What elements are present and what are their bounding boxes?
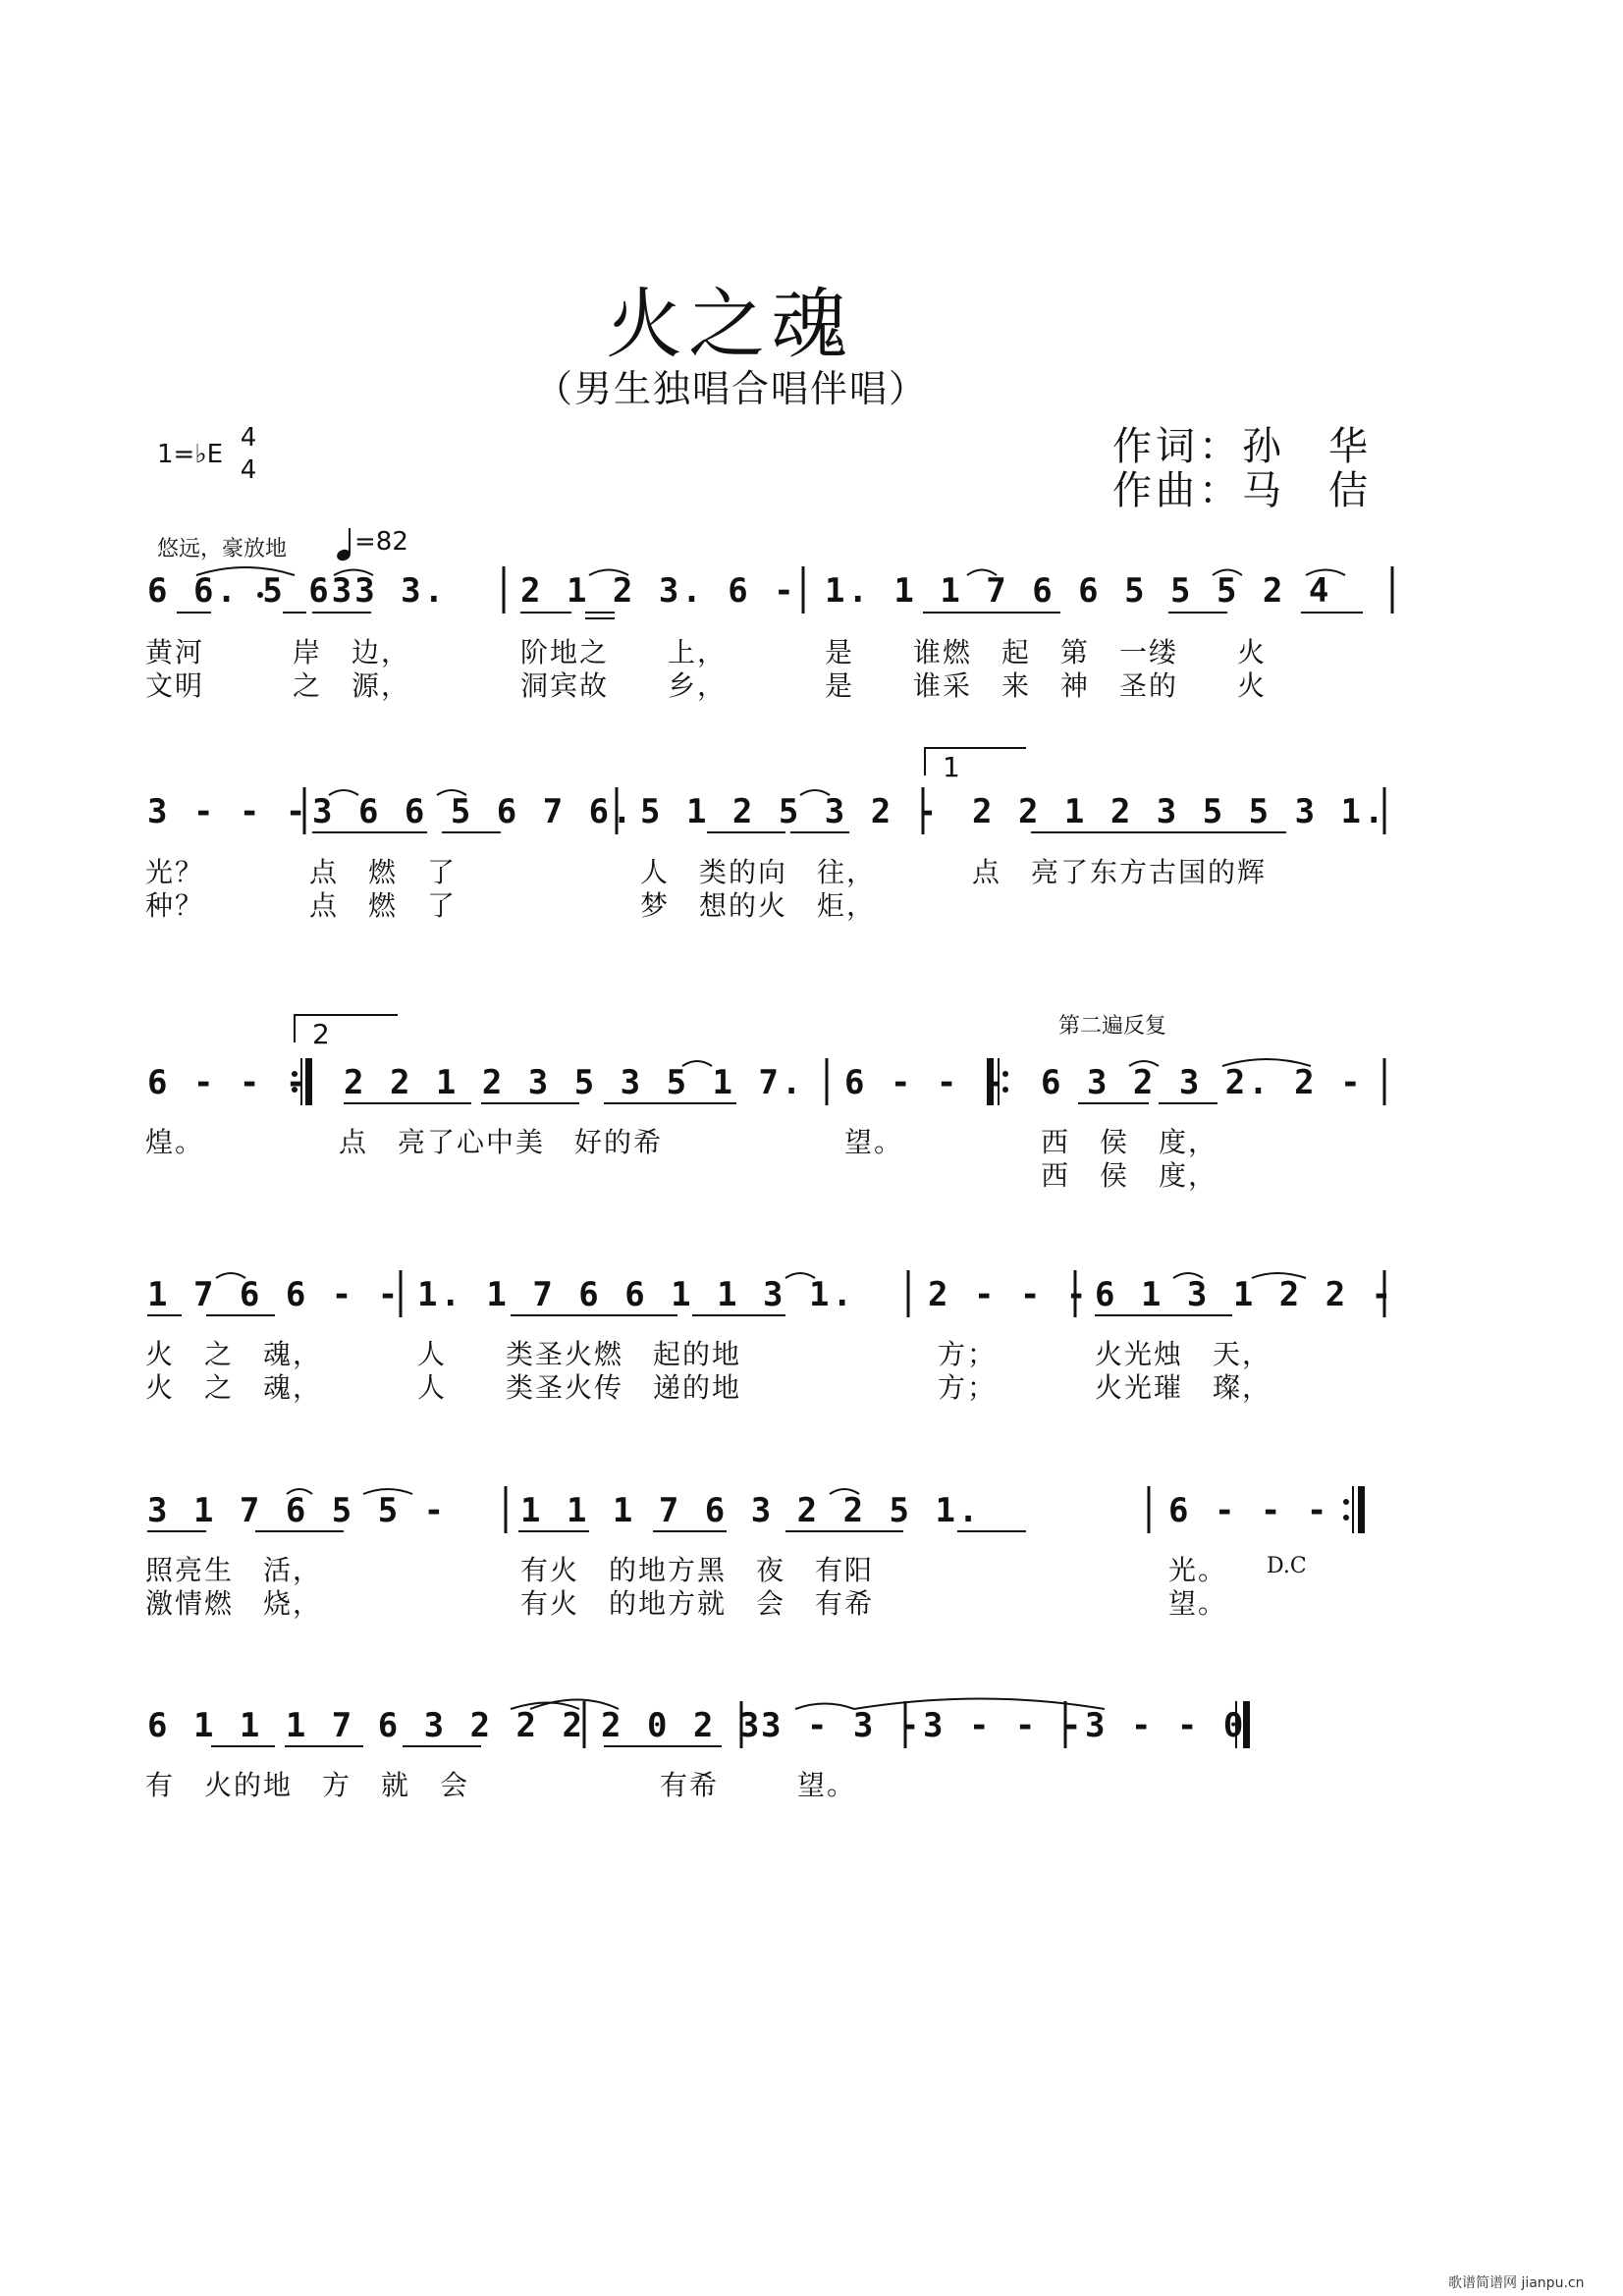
notes-line6-measure2: 2 0 2 3 — [601, 1706, 763, 1745]
lyric-line4-verse1-c: 方； — [938, 1338, 998, 1370]
notes-line6-measure5: 3 - - 0 — [1085, 1706, 1247, 1745]
notes-line1-measure2: 2 1 2 3. 6 - — [520, 571, 797, 611]
notes-line3-measure3: 6 - - - — [844, 1063, 1006, 1102]
song-title: 火之魂 — [606, 281, 854, 369]
lyric-line1-verse1-a: 黄河 岸 边， — [145, 636, 411, 668]
notes-line1-measure1: 6 6. 5 633 3. — [147, 571, 448, 611]
lyric-line5-verse1-b: 有火 的地方黑 夜 有阳 — [520, 1554, 875, 1586]
lyric-line1-verse2-b: 洞宾故 乡， — [520, 669, 728, 702]
lyric-line3-verse2-d: 西 侯 度， — [1041, 1159, 1218, 1192]
notes-line3-measure2: 2 2 1 2 3 5 3 5 1 7. — [344, 1063, 805, 1102]
lyric-line5-verse1-c: 光。 — [1168, 1554, 1228, 1586]
lyric-line1-verse1-c: 是 谁燃 起 第 一缕 火 — [825, 636, 1268, 668]
notes-line2-measure2: 3 6 6 5 6 7 6. — [312, 792, 635, 831]
notes-line6-measure4: 3 - - - — [923, 1706, 1085, 1745]
lyric-line5-verse2-c: 望。 — [1168, 1587, 1228, 1620]
lyric-line2-verse1-a: 光？ — [145, 856, 205, 888]
lyric-line2-verse2-c: 梦 想的火 炬， — [640, 889, 877, 922]
notes-line4-measure2: 1. 1 7 6 6 1 1 3 1. — [417, 1275, 855, 1314]
lyric-line3-verse1-d: 西 侯 度， — [1041, 1126, 1218, 1158]
lyric-line5-verse1-a: 照亮生 活， — [145, 1554, 323, 1586]
notes-line2-measure4: 2 2 1 2 3 5 5 3 1. — [972, 792, 1387, 831]
lyric-line2-verse2-b: 点 燃 了 — [309, 889, 458, 922]
lyric-line5-verse2-b: 有火 的地方就 会 有希 — [520, 1587, 875, 1620]
notes-line6-measure1: 6 1 1 1 7 6 3 2 2 2 — [147, 1706, 585, 1745]
lyric-line3-verse1-a: 煌。 — [145, 1126, 205, 1158]
tempo-bpm: =82 — [354, 527, 408, 557]
lyric-line6-verse1-a: 有 火的地 方 就 会 — [145, 1769, 470, 1801]
notes-line2-measure3: 5 1 2 5 3 2 - — [640, 792, 941, 831]
lyric-line5-verse2-a: 激情燃 烧， — [145, 1587, 323, 1620]
volta-first-label: 1 — [943, 751, 960, 783]
notes-line5-measure2: 1 1 1 7 6 3 2 2 5 1. — [520, 1491, 982, 1530]
lyric-line2-verse1-b: 点 燃 了 — [309, 856, 458, 888]
lyric-line1-verse2-c: 是 谁采 来 神 圣的 火 — [825, 669, 1268, 702]
key-signature: 1=♭E — [157, 440, 224, 469]
lyric-line4-verse2-a: 火 之 魂， — [145, 1371, 323, 1404]
notes-line3-measure4: 6 3 2 3 2. 2 - — [1041, 1063, 1364, 1102]
lyric-line1-verse1-b: 阶地之 上， — [520, 636, 728, 668]
notes-line3-measure1: 6 - - - — [147, 1063, 309, 1102]
lyric-line4-verse1-b: 人 类圣火燃 起的地 — [417, 1338, 742, 1370]
song-subtitle: （男生独唱合唱伴唱） — [535, 367, 929, 410]
lyric-line1-verse2-a: 文明 之 源， — [145, 669, 411, 702]
da-capo-mark: D.C — [1267, 1554, 1307, 1578]
lyric-line6-verse1-c: 望。 — [797, 1769, 857, 1801]
notes-line2-measure1: 3 - - - — [147, 792, 309, 831]
lyric-line2-verse1-c: 人 类的向 往， — [640, 856, 877, 888]
lyric-line2-verse2-a: 种？ — [145, 889, 205, 922]
tempo-expression: 悠远，豪放地 — [157, 537, 288, 561]
notes-line4-measure1: 1 7 6 6 - - — [147, 1275, 402, 1314]
time-signature-bottom: 4 — [240, 455, 257, 485]
lyric-line2-verse1-d: 点 亮了东方古国的辉 — [972, 856, 1268, 888]
lyricist-credit: 作词：孙 华 — [1112, 424, 1372, 469]
lyric-line3-verse1-b: 点 亮了心中美 好的希 — [339, 1126, 664, 1158]
lyric-line6-verse1-b: 有希 — [660, 1769, 720, 1801]
repeat-instruction: 第二遍反复 — [1058, 1014, 1167, 1039]
notes-line4-measure3: 2 - - - — [928, 1275, 1090, 1314]
lyric-line4-verse2-d: 火光璀 璨， — [1095, 1371, 1272, 1404]
lyric-line4-verse2-c: 方； — [938, 1371, 998, 1404]
notes-line5-measure3: 6 - - - — [1168, 1491, 1330, 1530]
notes-line1-measure3: 1. 1 1 7 6 6 5 5 5 2 4 — [825, 571, 1332, 611]
lyric-line4-verse1-a: 火 之 魂， — [145, 1338, 323, 1370]
volta-second-label: 2 — [312, 1018, 330, 1050]
notes-line5-measure1: 3 1 7 6 5 5 - — [147, 1491, 448, 1530]
composer-credit: 作曲：马 佶 — [1112, 468, 1372, 513]
lyric-line4-verse1-d: 火光烛 天， — [1095, 1338, 1272, 1370]
notes-line4-measure4: 6 1 3 1 2 2 - — [1095, 1275, 1395, 1314]
notes-line6-measure3: 3 - 3 - — [761, 1706, 923, 1745]
watermark: 歌谱简谱网 jianpu.cn — [1448, 2275, 1585, 2291]
time-signature-top: 4 — [240, 423, 257, 453]
lyric-line4-verse2-b: 人 类圣火传 递的地 — [417, 1371, 742, 1404]
lyric-line3-verse1-c: 望。 — [844, 1126, 904, 1158]
